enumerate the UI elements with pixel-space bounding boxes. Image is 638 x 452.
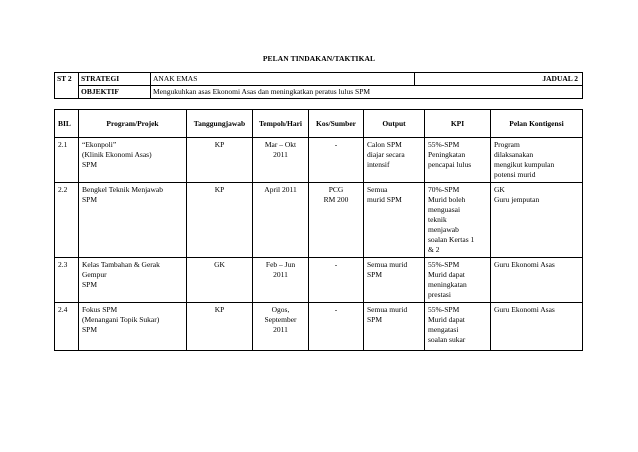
objektif-label: OBJEKTIF (79, 86, 151, 99)
program-cell (79, 258, 187, 303)
output-cell-line: SPM (367, 315, 383, 324)
kpi-cell-line: 55%-SPM (428, 140, 460, 149)
table-header-row (55, 110, 583, 138)
tempoh-cell-line: Ogos, (271, 305, 290, 314)
output-cell-line: Semua (367, 185, 388, 194)
kpi-cell-line: Murid dapat (428, 315, 465, 324)
kpi-cell-line: pencapai lulus (428, 160, 472, 169)
kpi-cell-line: Peningkatan (428, 150, 466, 159)
kpi-cell-line: 55%-SPM (428, 260, 460, 269)
kos-cell-line: - (334, 140, 338, 149)
tempoh-cell (253, 303, 309, 351)
kpi-cell-line: prestasi (428, 290, 451, 299)
program-cell-line: SPM (82, 160, 98, 169)
output-cell (364, 258, 425, 303)
table-row (55, 138, 583, 183)
kpi-cell-line: teknik (428, 215, 447, 224)
output-cell-line: murid SPM (367, 195, 402, 204)
program-cell-line: (Menangani Topik Sukar) (82, 315, 160, 324)
program-cell-line: SPM (82, 280, 98, 289)
output-cell (364, 138, 425, 183)
jadual-label: JADUAL 2 (415, 73, 583, 86)
kpi-cell-line: meningkatan (428, 280, 467, 289)
kos-cell-line: - (334, 260, 338, 269)
kpi-cell-line: soalan sukar (428, 335, 466, 344)
program-cell (79, 303, 187, 351)
tempoh-cell-line: September (264, 315, 297, 324)
tanggungjawab-cell: KP (187, 138, 253, 183)
kos-cell (309, 258, 364, 303)
kos-cell (309, 138, 364, 183)
bil-cell: 2.3 (55, 258, 79, 303)
kpi-cell (425, 183, 491, 258)
program-cell-line: “Ekonpoli” (82, 140, 117, 149)
kontigensi-cell (491, 258, 583, 303)
program-cell-line: Kelas Tambahan & Gerak (82, 260, 160, 269)
output-cell-line: intensif (367, 160, 390, 169)
tempoh-cell-line: 2011 (273, 150, 288, 159)
output-cell-line: Calon SPM (367, 140, 402, 149)
kpi-cell-line: Murid dapat (428, 270, 465, 279)
kontigensi-cell-line: potensi murid (494, 170, 536, 179)
kontigensi-cell-line: dilaksanakan (494, 150, 534, 159)
kontigensi-cell (491, 138, 583, 183)
col-header-kpi: KPI (425, 110, 491, 138)
kos-cell (309, 183, 364, 258)
kos-cell-line: RM 200 (323, 195, 349, 204)
kpi-cell-line: soalan Kertas 1 (428, 235, 475, 244)
kos-cell (309, 303, 364, 351)
table-row (55, 183, 583, 258)
bil-cell: 2.1 (55, 138, 79, 183)
kpi-cell-line: Murid boleh (428, 195, 466, 204)
output-cell-line: SPM (367, 270, 383, 279)
tanggungjawab-cell: KP (187, 303, 253, 351)
kontigensi-cell (491, 183, 583, 258)
kpi-cell (425, 138, 491, 183)
bil-cell: 2.2 (55, 183, 79, 258)
kos-cell-line: PCG (328, 185, 344, 194)
kpi-cell-line: menguasai (428, 205, 461, 214)
objektif-value: Mengukuhkan asas Ekonomi Asas dan meningkatkan peratus lulus SPM (151, 86, 583, 99)
col-header-bil: BIL (55, 110, 79, 138)
strategi-value: ANAK EMAS (151, 73, 415, 86)
output-cell-line: Semua murid (367, 305, 408, 314)
action-plan-table (54, 109, 583, 351)
program-cell (79, 183, 187, 258)
strategi-label: STRATEGI (79, 73, 151, 86)
col-header-kos: Kos/Sumber (309, 110, 364, 138)
tempoh-cell (253, 138, 309, 183)
program-cell-line: Fokus SPM (82, 305, 118, 314)
kpi-cell-line: menjawab (428, 225, 459, 234)
kontigensi-cell (491, 303, 583, 351)
bil-cell: 2.4 (55, 303, 79, 351)
tanggungjawab-cell: KP (187, 183, 253, 258)
output-cell-line: Semua murid (367, 260, 408, 269)
program-cell-line: SPM (82, 325, 98, 334)
tanggungjawab-cell: GK (187, 258, 253, 303)
kpi-cell (425, 258, 491, 303)
table-row (55, 303, 583, 351)
kontigensi-cell-line: Guru Ekonomi Asas (494, 260, 555, 269)
output-cell-line: diajar secara (367, 150, 405, 159)
tempoh-cell-line: 2011 (273, 325, 288, 334)
table-row (55, 258, 583, 303)
kpi-cell-line: & 2 (428, 245, 440, 254)
st-label: ST 2 (55, 73, 79, 99)
tempoh-cell-line: April 2011 (264, 185, 297, 194)
program-cell-line: Gempur (82, 270, 107, 279)
kontigensi-cell-line: GK (494, 185, 505, 194)
kpi-cell-line: 70%-SPM (428, 185, 460, 194)
program-cell-line: Bengkel Teknik Menjawab (82, 185, 163, 194)
kontigensi-cell-line: Guru Ekonomi Asas (494, 305, 555, 314)
col-header-output: Output (364, 110, 425, 138)
output-cell (364, 303, 425, 351)
col-header-kontigensi: Pelan Kontigensi (491, 110, 583, 138)
program-cell-line: (Klinik Ekonomi Asas) (82, 150, 152, 159)
kpi-cell-line: mengatasi (428, 325, 459, 334)
tempoh-cell-line: Mar – Okt (264, 140, 297, 149)
kontigensi-cell-line: Program (494, 140, 520, 149)
kpi-cell-line: 55%-SPM (428, 305, 460, 314)
tempoh-cell-line: Feb – Jun (265, 260, 296, 269)
tempoh-cell-line: 2011 (273, 270, 288, 279)
col-header-program: Program/Projek (79, 110, 187, 138)
col-header-tanggungjawab: Tanggungjawab (187, 110, 253, 138)
output-cell (364, 183, 425, 258)
kontigensi-cell-line: mengikut kumpulan (494, 160, 555, 169)
tempoh-cell (253, 258, 309, 303)
program-cell (79, 138, 187, 183)
col-header-tempoh: Tempoh/Hari (253, 110, 309, 138)
kpi-cell (425, 303, 491, 351)
tempoh-cell (253, 183, 309, 258)
page-title: PELAN TINDAKAN/TAKTIKAL (262, 54, 376, 63)
program-cell-line: SPM (82, 195, 98, 204)
strategy-header-table (54, 72, 583, 99)
kos-cell-line: - (334, 305, 338, 314)
kontigensi-cell-line: Guru jemputan (494, 195, 540, 204)
